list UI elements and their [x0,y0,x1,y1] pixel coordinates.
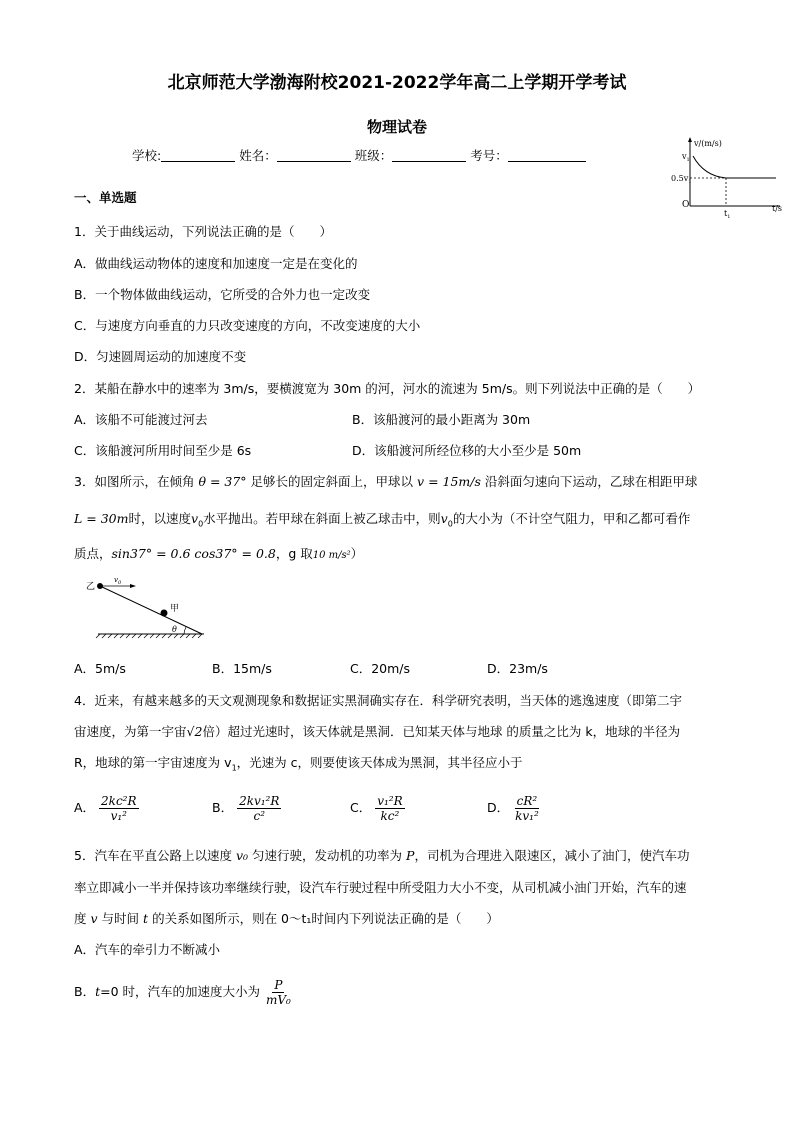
document-title: 北京师范大学渤海附校2021-2022学年高二上学期开学考试 [167,73,627,93]
svg-text:v1: $v_1$ [682,152,690,163]
q3-option-b[interactable]: B．15m/s [212,661,272,676]
q2-option-a[interactable]: A．该船不可能渡过河去 [74,412,208,427]
q5-line-1: 5．汽车在平直公路上以速度 v₀ 匀速行驶，发动机的功率为 P，司机为合理进入限速区，减小了油门，使汽车功 [74,848,690,863]
section-heading: 一、单选题 [74,190,137,205]
ball-jia [161,610,168,617]
incline-figure [84,572,212,642]
q5-line-2: 率立即减小一半并保持该功率继续行驶，设汽车行驶过程中所受阻力大小不变，从司机减小油门开始，汽车的速 [74,880,687,895]
class-label: 班级： [354,148,393,163]
graph-ylabel: v/(m/s) [694,139,722,148]
q3-line-3: 质点，sin37° = 0.6 cos37° = 0.8，g 取10 m/s²） [74,546,364,561]
svg-text:O: O [682,200,690,210]
q1-option-c[interactable]: C．与速度方向垂直的力只改变速度的方向，不改变速度的大小 [74,318,421,333]
velocity-time-graph [670,134,788,220]
q1-option-d[interactable]: D．匀速圆周运动的加速度不变 [74,349,247,364]
q5-option-a[interactable]: A．汽车的牵引力不断减小 [74,942,221,957]
q4-line-3: R，地球的第一宇宙速度为 $v_1$，光速为 c，则要使该天体成为黑洞，其半径应小于 [74,755,523,773]
svg-text:v0: $v_0$ [114,576,122,586]
q2-stem: 2．某船在静水中的速率为 3m/s，要横渡宽为 30m 的河，河水的流速为 5m/s。则下列说法中正确的是（ ） [74,381,701,396]
exam-number-field[interactable] [508,148,586,162]
subject-title: 物理试卷 [366,118,427,136]
q4-option-a[interactable]: A． $\frac{\text{2kc²R}}{\text{v₁²}}$ [74,794,137,823]
q2-option-c[interactable]: C．该船渡河所用时间至少是 6s [74,443,252,458]
ball-yi [97,583,103,589]
label-jia: 甲 [170,604,180,614]
svg-text:0.5v1: $0.5v_1$ [671,174,692,185]
q4-option-b[interactable]: B． $\frac{\text{2kv₁²R}}{\text{c²}}$ [212,794,280,823]
svg-text:t1: $t_1$ [724,209,731,220]
school-label: 学校: [132,148,162,163]
school-field[interactable] [161,148,235,162]
q3-line-1: 3．如图所示，在倾角 θ = 37° 足够长的固定斜面上，甲球以 v = 15m/s 沿斜面匀速向下运动，乙球在相距甲球 [74,474,698,489]
q2-option-d[interactable]: D．该船渡河所经位移的大小至少是 50m [352,443,582,458]
q4-option-d[interactable]: D． $\frac{\text{cR²}}{\text{kv₁²}}$ [487,794,539,823]
q4-line-2: 宙速度，为第一宇宙√2倍）超过光速时，该天体就是黑洞．已知某天体与地球 的质量之比为 k，地球的半径为 [74,724,681,739]
q1-option-a[interactable]: A．做曲线运动物体的速度和加速度一定是在变化的 [74,256,358,271]
label-yi: 乙 [86,582,96,592]
q4-option-c[interactable]: C． $\frac{\text{v₁²R}}{\text{kc²}}$ [350,794,403,823]
graph-curve [693,156,776,178]
svg-text:θ: θ [172,625,177,634]
q5-option-b[interactable]: B．t=0 时，汽车的加速度大小为 $\frac{P}{\text{mV₀}}$ [74,978,291,1007]
q3-option-c[interactable]: C．20m/s [350,661,411,676]
incline-line [100,586,202,634]
q2-option-b[interactable]: B．该船渡河的最小距离为 30m [352,412,531,427]
student-info-row [132,146,586,164]
q1-stem: 1．关于曲线运动，下列说法正确的是（ ） [74,224,332,239]
q5-line-3: 度 v 与时间 t 的关系如图所示，则在 0～t₁时间内下列说法正确的是（ ） [74,911,499,926]
name-field[interactable] [277,148,351,162]
q3-option-d[interactable]: D．23m/s [487,661,548,676]
q4-line-1: 4．近来，有越来越多的天文观测现象和数据证实黑洞确实存在．科学研究表明，当天体的逃逸速度（即第二宇 [74,693,682,708]
svg-text:t/s: t/s [772,204,783,213]
class-field[interactable] [392,148,466,162]
q3-line-2: L = 30m时，以速度$v_0$水平抛出。若甲球在斜面上被乙球击中，则$v_0$的大小为（不计空气阻力，甲和乙都可看作 [74,511,691,529]
q1-option-b[interactable]: B．一个物体做曲线运动，它所受的合外力也一定改变 [74,287,371,302]
q3-option-a[interactable]: A．5m/s [74,661,126,676]
exam-number-label: 考号： [470,148,508,163]
name-label: 姓名： [239,148,277,163]
